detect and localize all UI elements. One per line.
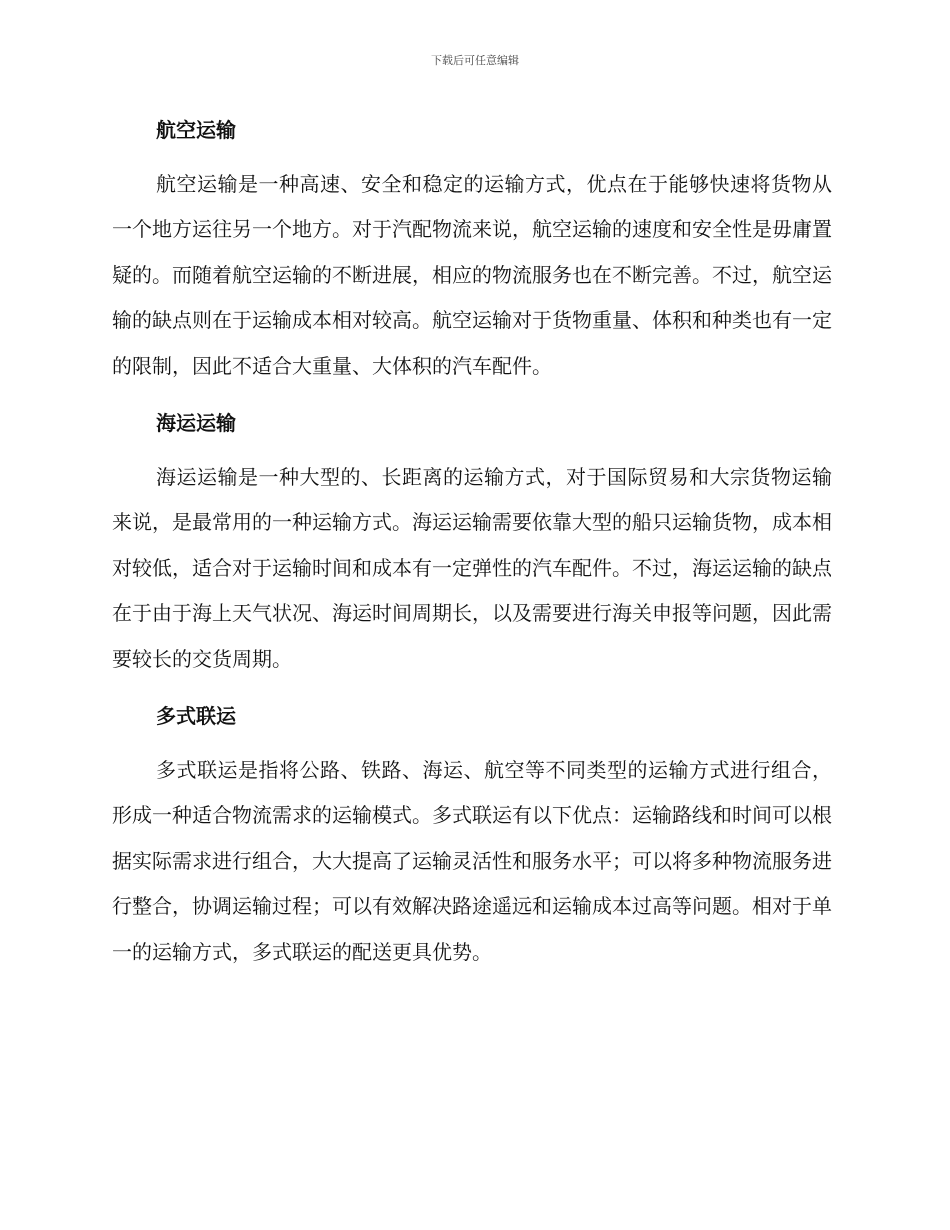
document-body <box>112 112 832 975</box>
spacer <box>112 389 832 405</box>
paragraph-multimodal-transport: 多式联运是指将公路、铁路、海运、航空等不同类型的运输方式进行组合，形成一种适合物流需求的运输模式。多式联运有以下优点：运输路线和时间可以根据实际需求进行组合，大大提高了运输灵活性和服务水平；可以将多种物流服务进行整合，协调运输过程；可以有效解决路途遥远和运输成本过高等问题。相对于单一的运输方式，多式联运的配送更具优势。 <box>112 758 832 964</box>
spacer <box>112 734 832 748</box>
page-header: 下载后可任意编辑 <box>431 54 519 67</box>
section-heading-sea-transport: 海运运输 <box>156 411 236 436</box>
section-heading-air-transport: 航空运输 <box>156 118 236 142</box>
spacer <box>112 441 832 455</box>
paragraph-sea-transport: 海运运输是一种大型的、长距离的运输方式，对于国际贸易和大宗货物运输来说，是最常用的一种运输方式。海运运输需要依靠大型的船只运输货物，成本相对较低，适合对于运输时间和成本有一定弹性的汽车配件。不过，海运运输的缺点在于由于海上天气状况、海运时间周期长，以及需要进行海关申报等问题，因此需要较长的交货周期。 <box>112 465 832 671</box>
spacer <box>112 682 832 698</box>
spacer <box>112 148 832 162</box>
section-heading-multimodal-transport: 多式联运 <box>156 704 236 729</box>
paragraph-air-transport: 航空运输是一种高速、安全和稳定的运输方式，优点在于能够快速将货物从一个地方运往另一个地方。对于汽配物流来说，航空运输的速度和安全性是毋庸置疑的。而随着航空运输的不断进展，相应的物流服务也在不断完善。不过，航空运输的缺点则在于运输成本相对较高。航空运输对于货物重量、体积和种类也有一定的限制，因此不适合大重量、大体积的汽车配件。 <box>112 172 832 378</box>
